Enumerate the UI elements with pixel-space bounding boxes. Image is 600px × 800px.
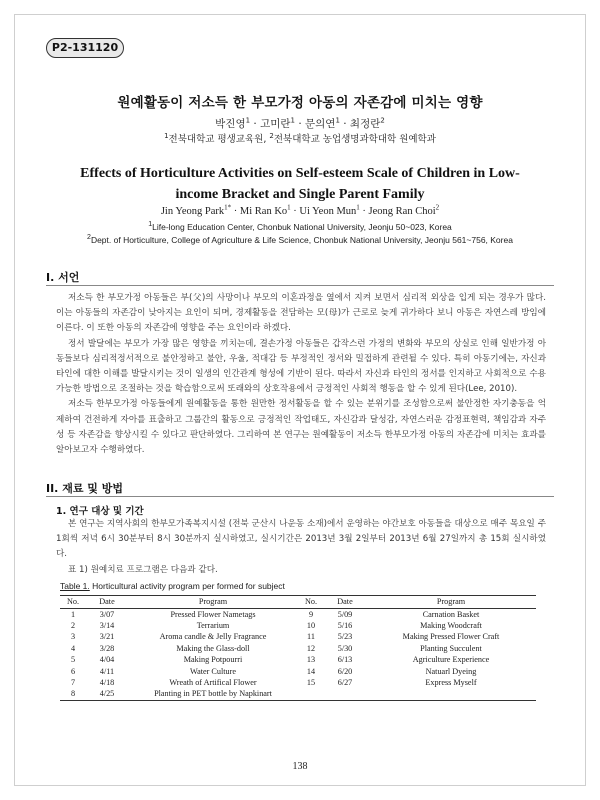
table-row (60, 677, 536, 688)
table-cell: 3/21 (99, 632, 115, 642)
table-cell: 5/09 (337, 609, 353, 619)
english-title: Effects of Horticulture Activities on Self-esteem Scale of Children in Low-income Bracket and Single Parent Family (80, 166, 520, 202)
table-cell: 6/27 (337, 677, 353, 687)
paragraph: 저소득 한부모가정 아동들에게 원예활동을 통한 원만한 정서활동을 할 수 있는 분위기를 조성함으로써 불안정한 자기충동을 억제하여 건전하게 자아를 표출하고 그룹간의 활동으로 긍정적인 작업태도, 자신감과 달성감, 자연스러운 감정표현력, 책임감과 자주성 등 자존감을 향상시킬 수 있다고 판단하였다. 그리하여 본 연구는 원예활동이 저소득 한부모가정 아동의 자존감에 미치는 효과를 알아보고자 수행하였다. (56, 399, 546, 456)
english-author: Jin Yeong Park (160, 206, 225, 217)
table-cell: 14 (306, 666, 316, 676)
table-row (60, 666, 536, 677)
table-cell: 3/28 (99, 643, 115, 653)
table-cell (366, 688, 536, 700)
table-caption (60, 581, 285, 591)
paragraph: 표 1) 원예치료 프로그램은 다음과 같다. (68, 564, 218, 575)
table-cell (298, 688, 324, 700)
table-row (60, 643, 536, 654)
table-cell: 5 (70, 655, 76, 665)
program-table (60, 595, 536, 701)
english-authors: Jin Yeong Park$^{1*}$ · Mi Ran $Ko^1 \cdot Ui$ Yeon Mun$^1$ · Jeong Ran Choi$^2$ (160, 203, 440, 217)
table-cell: 3/14 (99, 620, 115, 630)
author-superscript: 1 (335, 116, 340, 125)
english-author: Mi Ran Ko (239, 206, 288, 217)
column-header: Date (324, 596, 366, 609)
paragraph: 본 연구는 지역사회의 한부모가족복지시설 (전북 군산시 나운동 소재)에서 운영하는 야간보호 아동들을 대상으로 매주 목요일 주1회씩 저녁 6시 30분부터 8시 30분까지 실시하였고, 실시기간은 2013년 3월 2일부터 2013년 6월 27일까지 총 15회 실시하였다. (56, 519, 546, 560)
author-superscript: 1 (290, 116, 295, 125)
table-cell: Planting Succulent (420, 643, 482, 653)
page-number: 138 (292, 761, 308, 772)
table-cell: Pressed Flower Nametags (170, 609, 256, 619)
english-affiliation-2: $^2$Dept. of Horticulture, College of Agriculture & Life Science, Chonbuk National University, Jeonju 561~756, Korea (87, 234, 513, 245)
table-cell: 5/16 (337, 620, 353, 630)
korean-title: 원예활동이 저소득 한 부모가정 아동의 자존감에 미치는 영향 (117, 95, 483, 111)
table-caption-text: Horticultural activity program per formed for subject (89, 581, 285, 591)
table-row (60, 620, 536, 631)
table-row (60, 654, 536, 665)
table-cell: 7 (70, 677, 76, 687)
table-cell (324, 688, 366, 700)
table-cell: Wreath of Artifical Flower (169, 677, 257, 687)
table-row (60, 631, 536, 642)
table-cell: 5/23 (337, 632, 353, 642)
column-header: Program (366, 596, 536, 609)
korean-authors: 박진영$^1$ · 고미란$^1$ · 문의연$^1$ · 최정란$^2$ (215, 116, 385, 130)
table-cell: 6/13 (337, 655, 353, 665)
english-author: Ui Yeon Mun (299, 206, 357, 217)
table-cell: Agriculture Experience (412, 655, 490, 665)
korean-affiliation: $^1$전북대학교 평생교육원, $^2$전북대학교 농업생명과학대학 원예학과 (164, 131, 436, 145)
table-cell: Making the Glass-doll (176, 643, 250, 653)
table-cell: 12 (306, 643, 316, 653)
section-heading-introduction: I. 서언 (46, 271, 80, 284)
column-header: No. (60, 596, 86, 609)
paragraph: 정서 발달에는 부모가 가장 많은 영향을 끼치는데, 결손가정 아동들은 갑작스런 가정의 변화와 부모의 상실로 인해 일반가정 아동들보다 심리적정서적으로 불안정하고 불안, 우울, 적대감 등 부정적인 정서와 밀접하게 관련될 수 있다. 특히 아동기에는, 자신과 타인에 대한 이해를 발달시키는 것이 일생의 인간관계 형성에 기반이 된다. 따라서 자신과 타인의 정서를 인지하고 사회적으로 수용 가능한 방법으로 조절하는 것을 학습함으로써 또래와의 상호작용에서 긍정적인 사회적 행동을 할 수 있게 된다(Lee, 2010). (56, 338, 546, 395)
paper-id-badge: P2-131120 (46, 38, 124, 58)
table-cell: 6/20 (337, 666, 353, 676)
table-cell: Carnation Basket (422, 609, 480, 619)
table-header-row (60, 596, 536, 609)
korean-author: 고미란 (260, 118, 291, 130)
english-author: Jeong Ran Choi (368, 206, 436, 217)
table-cell: Making Potpourri (183, 655, 243, 665)
table-row (60, 608, 536, 620)
table-cell: Planting in PET bottle by Napkinart (128, 688, 298, 700)
table-row (60, 688, 536, 700)
table-cell: 13 (306, 655, 316, 665)
table-cell: 3/07 (99, 609, 115, 619)
paragraph: 저소득 한 부모가정 아동들은 부(父)의 사망이나 부모의 이혼과정을 옆에서 지켜 보면서 심리적 외상을 입게 되는 경우가 많다. 이는 아동들의 자존감이 낮아지는 요인이 되며, 경제활동을 전담하는 모(母)가 근로로 늦게 귀가하다 보니 아동은 자연스레 방임에 이른다. 이 또한 아동의 자존감에 영향을 주는 요인이라 하겠다. (56, 293, 546, 334)
korean-author: 최정란 (349, 118, 381, 130)
table-cell: 11 (307, 632, 315, 642)
table-cell: 4/25 (86, 688, 128, 700)
table-cell: 4/11 (99, 666, 115, 676)
korean-author: 문의연 (305, 118, 336, 130)
author-superscript: 2 (380, 116, 385, 125)
methods-body (56, 517, 546, 578)
table-cell: 4/18 (99, 677, 115, 687)
table-cell: Making Pressed Flower Craft (402, 632, 500, 642)
table-cell: Express Myself (425, 677, 477, 687)
table-cell: Natuarl Dyeing (425, 666, 477, 676)
table-cell: Terrarium (196, 620, 230, 630)
table-cell: 4 (70, 643, 76, 653)
section-heading-methods: II. 재료 및 방법 (46, 482, 123, 495)
author-superscript: 1 (245, 116, 251, 125)
table-cell: 1 (70, 609, 76, 619)
section-divider (46, 496, 554, 497)
table-caption-label: Table 1. (60, 581, 90, 591)
table-cell: 4/04 (99, 655, 115, 665)
introduction-body (56, 291, 546, 458)
table-cell: 5/30 (337, 643, 353, 653)
table-cell: 3 (70, 632, 76, 642)
table-cell: Aroma candle & Jelly Fragrance (159, 632, 267, 642)
subsection-heading: 1. 연구 대상 및 기간 (56, 506, 144, 517)
column-header: No. (298, 596, 324, 609)
table-cell: 15 (306, 677, 316, 687)
table-cell: 10 (306, 620, 316, 630)
table-cell: 2 (70, 620, 76, 630)
column-header: Date (86, 596, 128, 609)
table-cell: 9 (308, 609, 314, 619)
table-cell: 8 (60, 688, 86, 700)
table-cell: 6 (70, 666, 76, 676)
table-cell: Water Culture (190, 666, 236, 676)
korean-author: 박진영 (215, 118, 246, 130)
column-header: Program (128, 596, 298, 609)
section-divider (46, 285, 554, 286)
english-affiliation-1: $^1$Life-long Education Center, Chonbuk National University, Jeonju 50~023, Korea (148, 221, 452, 232)
table-cell: Making Woodcraft (420, 620, 482, 630)
